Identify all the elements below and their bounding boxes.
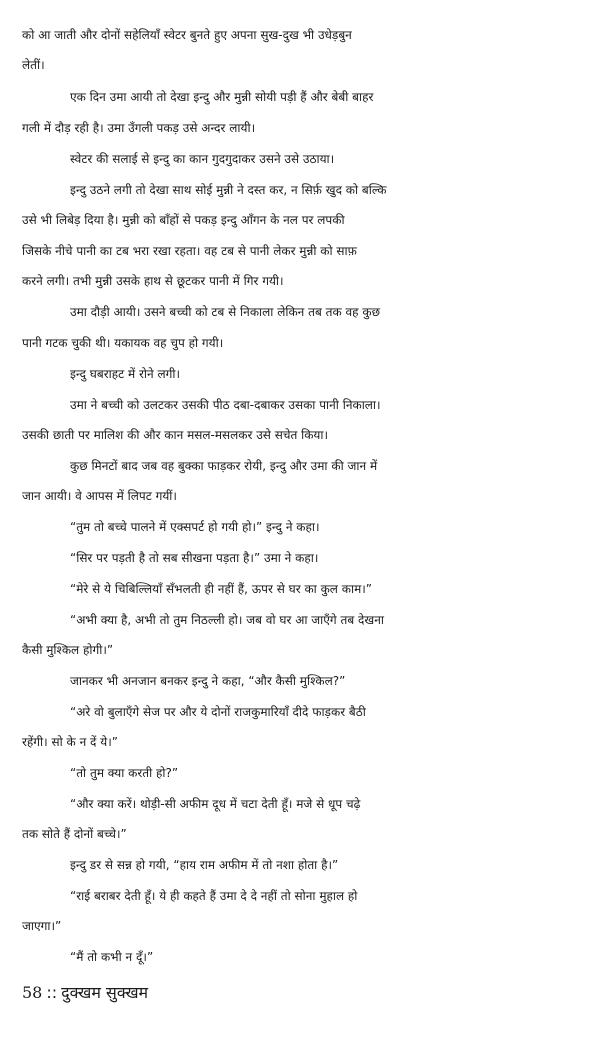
- text-line: स्वेटर की सलाई से इन्दु का कान गुदगुदाकर उसने उसे उठाया।: [70, 152, 335, 166]
- text-line: “राई बराबर देती हूँ। ये ही कहते हैं उमा दे दे नहीं तो सोना मुहाल हो: [70, 889, 358, 903]
- text-line: “मैं तो कभी न दूँ।”: [70, 950, 154, 964]
- text-line: इन्दु घबराहट में रोने लगी।: [70, 367, 181, 381]
- text-line: कैसी मुश्किल होगी।”: [22, 643, 114, 657]
- text-line: लेतीं।: [22, 58, 45, 72]
- text-line: इन्दु डर से सन्न हो गयी, “हाय राम अफीम में तो नशा होता है।”: [70, 858, 339, 872]
- text-line: उसकी छाती पर मालिश की और कान मसल-मसलकर उसे सचेत किया।: [22, 428, 329, 442]
- text-line: तक सोते हैं दोनों बच्चे।”: [22, 827, 127, 841]
- text-line: जाएगा।”: [22, 919, 62, 933]
- text-line: पानी गटक चुकी थी। यकायक वह चुप हो गयी।: [22, 336, 224, 350]
- text-line: कुछ मिनटों बाद जब वह बुक्का फाड़कर रोयी, इन्दु और उमा की जान में: [70, 459, 378, 473]
- text-line: “अरे वो बुलाएँगे सेज पर और ये दोनों राजकुमारियाँ दीदे फाड़कर बैठी: [70, 705, 366, 719]
- text-line: उमा ने बच्ची को उलटकर उसकी पीठ दबा-दबाकर उसका पानी निकाला।: [70, 398, 381, 412]
- text-line: “तो तुम क्या करती हो?”: [70, 766, 179, 780]
- text-line: करने लगी। तभी मुन्नी उसके हाथ से छूटकर पानी में गिर गयी।: [22, 274, 284, 288]
- text-line: उमा दौड़ी आयी। उसने बच्ची को टब से निकाला लेकिन तब तक वह कुछ: [70, 305, 381, 319]
- text-line: “सिर पर पड़ती है तो सब सीखना पड़ता है।” उमा ने कहा।: [70, 551, 319, 565]
- text-line: “मेरे से ये चिबिल्लियाँ सँभलती ही नहीं हैं, ऊपर से घर का कुल काम।”: [70, 582, 373, 596]
- page-number: 58: [22, 983, 43, 1002]
- text-line: एक दिन उमा आयी तो देखा इन्दु और मुन्नी सोयी पड़ी हैं और बेबी बाहर: [70, 90, 374, 104]
- text-line: “तुम तो बच्चे पालने में एक्सपर्ट हो गयी हो।” इन्दु ने कहा।: [70, 520, 320, 534]
- text-line: को आ जाती और दोनों सहेलियाँ स्वेटर बुनते हुए अपना सुख-दुख भी उधेड़बुन: [22, 28, 352, 42]
- page-footer: [22, 981, 148, 1005]
- text-line: जान आयी। वे आपस में लिपट गयीं।: [22, 489, 177, 503]
- text-line: “और क्या करें। थोड़ी-सी अफीम दूध में चटा देती हूँ। मजे से धूप चढ़े: [70, 797, 361, 811]
- text-line: “अभी क्या है, अभी तो तुम निठल्ली हो। जब वो घर आ जाएँगे तब देखना: [70, 613, 384, 627]
- text-line: जिसके नीचे पानी का टब भरा रखा रहता। वह टब से पानी लेकर मुन्नी को साफ़: [22, 244, 357, 258]
- book-title: दुक्खम सुक्खम: [61, 983, 149, 1002]
- text-line: इन्दु उठने लगी तो देखा साथ सोई मुन्नी ने दस्त कर, न सिर्फ़ खुद को बल्कि: [70, 183, 387, 197]
- text-line: उसे भी लिबेड़ दिया है। मुन्नी को बाँहों से पकड़ इन्दु आँगन के नल पर लपकी: [22, 213, 345, 227]
- text-line: गली में दौड़ रही है। उमा उँगली पकड़ उसे अन्दर लायी।: [22, 121, 256, 135]
- text-line: जानकर भी अनजान बनकर इन्दु ने कहा, “और कैसी मुश्किल?”: [70, 674, 346, 688]
- footer-separator: ::: [46, 983, 58, 1002]
- text-line: रहेंगी। सो के न दें ये।”: [22, 735, 118, 749]
